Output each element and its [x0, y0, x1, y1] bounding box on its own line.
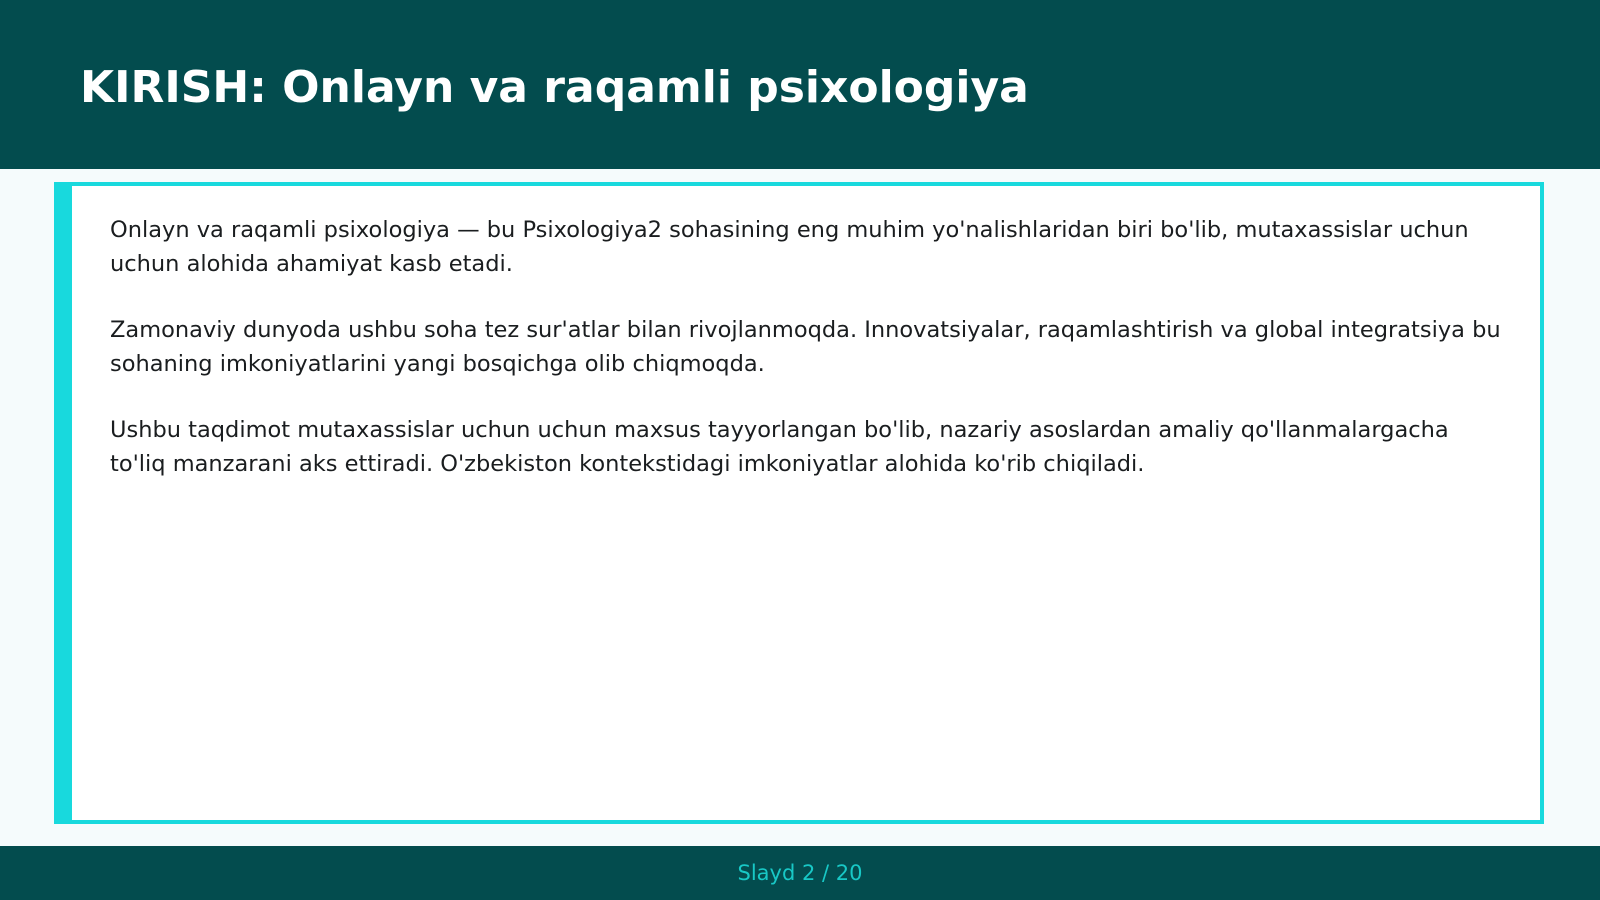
- content-box: [54, 182, 1544, 824]
- content-body: [110, 214, 1508, 514]
- content-paragraph-3: Ushbu taqdimot mutaxassislar uchun uchun maxsus tayyorlangan bo'lib, nazariy asoslardan amaliy qo'llanmalargacha to'liq manzarani aks ettiradi. O'zbekiston kontekstidagi imkoniyatlar alohida ko'rib chiqiladi.: [110, 417, 1449, 477]
- slide-number: Slayd 2 / 20: [737, 861, 863, 885]
- slide-title: KIRISH: Onlayn va raqamli psixologiya: [80, 62, 1029, 113]
- content-paragraph-1: Onlayn va raqamli psixologiya — bu Psixologiya2 sohasining eng muhim yo'nalishlaridan biri bo'lib, mutaxassislar uchun uchun alohida ahamiyat kasb etadi.: [110, 217, 1469, 277]
- slide-header: [0, 0, 1600, 169]
- content-paragraph-2: Zamonaviy dunyoda ushbu soha tez sur'atlar bilan rivojlanmoqda. Innovatsiyalar, raqamlashtirish va global integratsiya bu sohaning imkoniyatlarini yangi bosqichga olib chiqmoqda.: [110, 317, 1501, 377]
- slide-footer: [0, 846, 1600, 900]
